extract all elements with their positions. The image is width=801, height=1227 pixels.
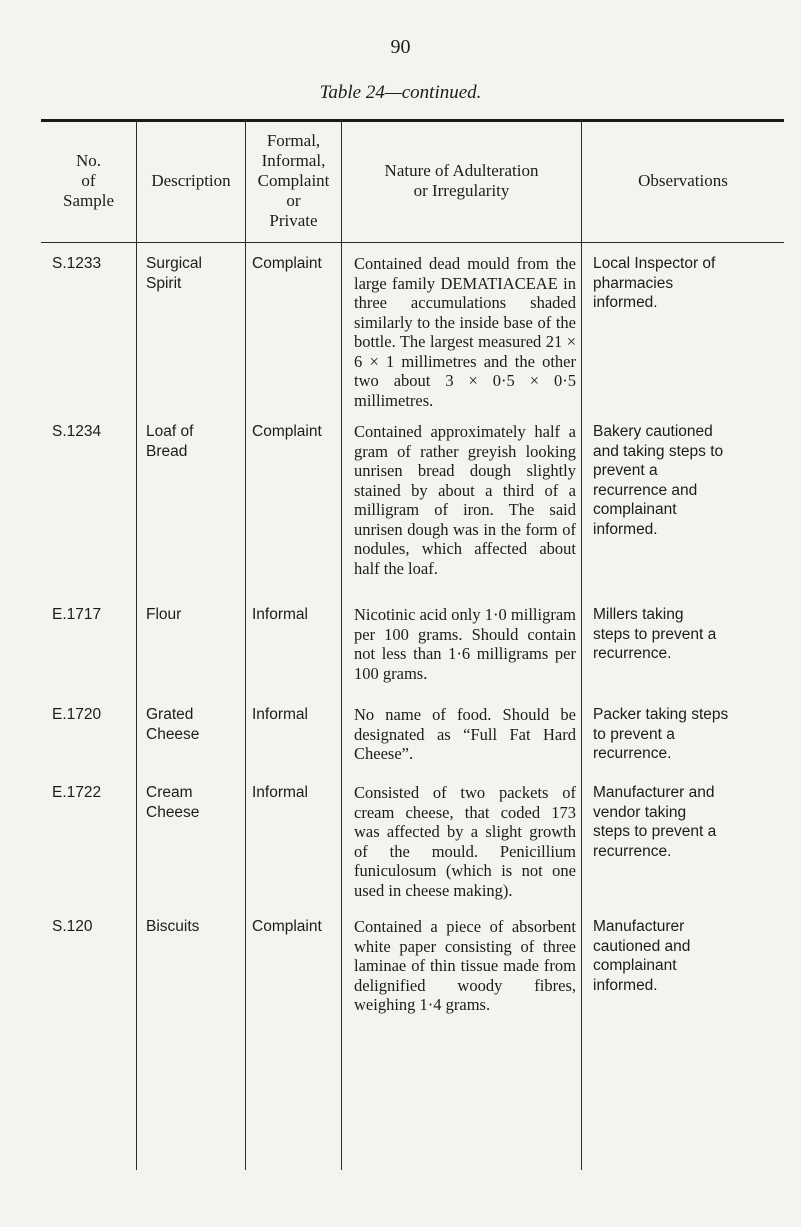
column-divider [341, 120, 342, 1170]
header-observations: Observations [638, 171, 728, 190]
header-nature: Nature of Adulteration or Irregularity [384, 161, 539, 200]
observations: Local Inspector of pharmacies informed. [593, 255, 716, 311]
column-divider [245, 120, 246, 1170]
description: Surgical Spirit [146, 255, 202, 292]
description: Grated Cheese [146, 706, 200, 743]
column-divider [136, 120, 137, 1170]
sample-type: Complaint [252, 423, 322, 440]
sample-no: S.1233 [52, 255, 102, 272]
observations: Millers taking steps to prevent a recurrence. [593, 606, 717, 662]
sample-no: E.1720 [52, 706, 102, 723]
observations: Packer taking steps to prevent a recurrence. [593, 706, 729, 762]
observations: Manufacturer cautioned and complainant informed. [593, 918, 691, 994]
header-bottom-rule [41, 242, 784, 243]
sample-type: Informal [252, 706, 308, 723]
observations: Manufacturer and vendor taking steps to prevent a recurrence. [593, 784, 717, 860]
nature-of-adulteration: Contained approximately half a gram of rather greyish looking unrisen bread dough slightly stained by about a third of a milligram of iron. The said unrisen dough was in the form of nodules, which affected about half the loaf. [354, 422, 576, 578]
nature-of-adulteration: Consisted of two packets of cream cheese, that coded 173 was affected by a slight growth of the mould. Penicillium funiculosum (which is not one used in cheese making). [354, 783, 576, 900]
description: Flour [146, 606, 182, 623]
sample-type: Complaint [252, 918, 322, 935]
nature-of-adulteration: No name of food. Should be designated as “Full Fat Hard Cheese”. [354, 705, 576, 763]
description: Loaf of Bread [146, 423, 194, 460]
column-divider [581, 120, 582, 1170]
sample-type: Informal [252, 784, 308, 801]
header-sample-no: No. of Sample [63, 151, 114, 210]
sample-no: S.1234 [52, 423, 102, 440]
sample-type: Complaint [252, 255, 322, 272]
nature-of-adulteration: Contained dead mould from the large family DEMATIACEAE in three accumulations shaded similarly to the inside base of the bottle. The largest measured 21 × 6 × 1 millimetres and the other two about 3 × 0·5 × 0·5 millimetres. [354, 254, 576, 410]
nature-of-adulteration: Nicotinic acid only 1·0 milligram per 100 grams. Should contain not less than 1·6 milligrams per 100 grams. [354, 605, 576, 683]
sample-no: S.120 [52, 918, 93, 935]
observations: Bakery cautioned and taking steps to prevent a recurrence and complainant informed. [593, 423, 724, 538]
description: Biscuits [146, 918, 200, 935]
page-number: 90 [390, 36, 411, 58]
description: Cream Cheese [146, 784, 200, 821]
sample-no: E.1722 [52, 784, 102, 801]
table-title: Table 24—continued. [319, 82, 482, 103]
sample-type: Informal [252, 606, 308, 623]
nature-of-adulteration: Contained a piece of absorbent white paper consisting of three laminae of thin tissue made from delignified woody fibres, weighing 1·4 grams. [354, 917, 576, 1014]
header-sample-type: Formal, Informal, Complaint or Private [257, 131, 330, 230]
sample-no: E.1717 [52, 606, 102, 623]
header-description: Description [151, 171, 231, 190]
